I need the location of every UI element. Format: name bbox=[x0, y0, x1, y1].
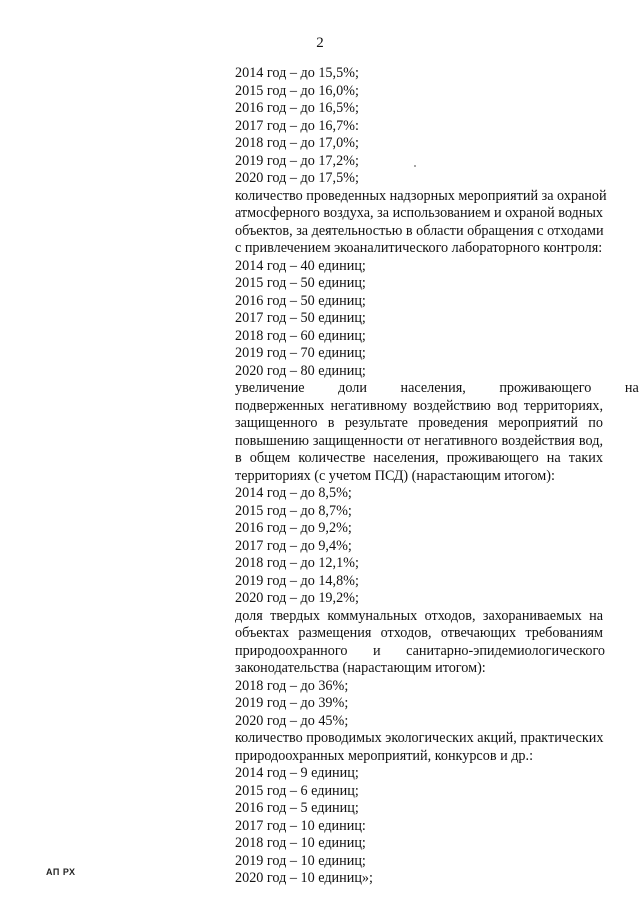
value-line: 2016 год – 50 единиц; bbox=[235, 292, 366, 309]
value-line: 2016 год – до 16,5%; bbox=[235, 100, 359, 116]
value-line: 2017 год – 50 единиц; bbox=[235, 310, 366, 326]
value-line: 2019 год – до 14,8%; bbox=[235, 572, 359, 589]
value-line: 2020 год – до 17,5%; bbox=[235, 170, 359, 186]
indicator-1-values bbox=[235, 65, 603, 188]
indicator-5-values bbox=[235, 765, 603, 888]
text-line: с привлечением экоаналитического лабораторного контроля: bbox=[235, 240, 603, 256]
indicator-4-values bbox=[235, 678, 603, 731]
text-line: природоохранных мероприятий, конкурсов и др.: bbox=[235, 747, 534, 764]
value-line: 2014 год – 40 единиц; bbox=[235, 257, 366, 274]
value-line: 2015 год – 6 единиц; bbox=[235, 782, 359, 799]
value-line: 2014 год – до 15,5%; bbox=[235, 65, 359, 81]
value-line: 2017 год – до 16,7%: bbox=[235, 117, 359, 134]
value-line: 2016 год – 5 единиц; bbox=[235, 800, 359, 816]
text-line: повышению защищенности от негативного воздействия вод, bbox=[235, 432, 603, 449]
document-body bbox=[235, 65, 639, 888]
footer-code: АП РХ bbox=[46, 867, 76, 877]
value-line: 2019 год – 10 единиц; bbox=[235, 852, 366, 869]
value-line: 2015 год – до 8,7%; bbox=[235, 502, 352, 519]
value-line: 2018 год – до 36%; bbox=[235, 677, 349, 694]
text-line: природоохранного и санитарно-эпидемиологического bbox=[235, 642, 606, 659]
text-line: территориях (с учетом ПСД) (нарастающим итогом): bbox=[235, 467, 555, 484]
text-line: количество проводимых экологических акций, практических bbox=[235, 730, 604, 746]
value-line: 2020 год – до 45%; bbox=[235, 712, 349, 729]
value-line: 2015 год – до 16,0%; bbox=[235, 82, 359, 99]
text-line: атмосферного воздуха, за использованием и охраной водных bbox=[235, 205, 603, 221]
value-line: 2015 год – 50 единиц; bbox=[235, 275, 366, 291]
value-line: 2016 год – до 9,2%; bbox=[235, 520, 352, 536]
value-line: 2018 год – 10 единиц; bbox=[235, 835, 366, 851]
indicator-3-description bbox=[235, 380, 639, 485]
value-line: 2014 год – до 8,5%; bbox=[235, 485, 352, 501]
text-line: в общем количестве населения, проживающего на таких bbox=[235, 450, 603, 466]
indicator-2-description bbox=[235, 187, 607, 258]
text-line: подверженных негативному воздействию вод территориях, bbox=[235, 397, 603, 414]
value-line: 2018 год – 60 единиц; bbox=[235, 327, 366, 344]
text-line: защищенного в результате проведения мероприятий по bbox=[235, 415, 603, 431]
value-line: 2020 год – 80 единиц; bbox=[235, 362, 366, 379]
text-line: доля твердых коммунальных отходов, захораниваемых на bbox=[235, 607, 603, 624]
page-number: 2 bbox=[316, 35, 324, 51]
value-line: 2018 год – до 17,0%; bbox=[235, 135, 359, 151]
value-line: 2019 год – 70 единиц; bbox=[235, 345, 366, 361]
value-line: 2020 год – до 19,2%; bbox=[235, 590, 359, 606]
value-line: 2019 год – до 17,2%; bbox=[235, 152, 359, 169]
text-line: объектах размещения отходов, отвечающих требованиям bbox=[235, 625, 603, 641]
value-line: 2020 год – 10 единиц»; bbox=[235, 870, 373, 886]
text-line: объектов, за деятельностью в области обращения с отходами bbox=[235, 222, 604, 239]
indicator-4-description bbox=[235, 607, 606, 678]
text-line: законодательства (нарастающим итогом): bbox=[235, 660, 486, 676]
scan-speck bbox=[414, 165, 416, 167]
value-line: 2017 год – 10 единиц: bbox=[235, 817, 366, 834]
indicator-3-values bbox=[235, 485, 603, 608]
indicator-5-description bbox=[235, 730, 603, 765]
value-line: 2018 год – до 12,1%; bbox=[235, 555, 359, 571]
value-line: 2019 год – до 39%; bbox=[235, 695, 349, 711]
value-line: 2014 год – 9 единиц; bbox=[235, 765, 359, 781]
indicator-2-values bbox=[235, 258, 603, 381]
value-line: 2017 год – до 9,4%; bbox=[235, 537, 352, 554]
text-line: количество проведенных надзорных мероприятий за охраной bbox=[235, 187, 607, 204]
text-line: увеличение доли населения, проживающего на bbox=[235, 380, 639, 396]
